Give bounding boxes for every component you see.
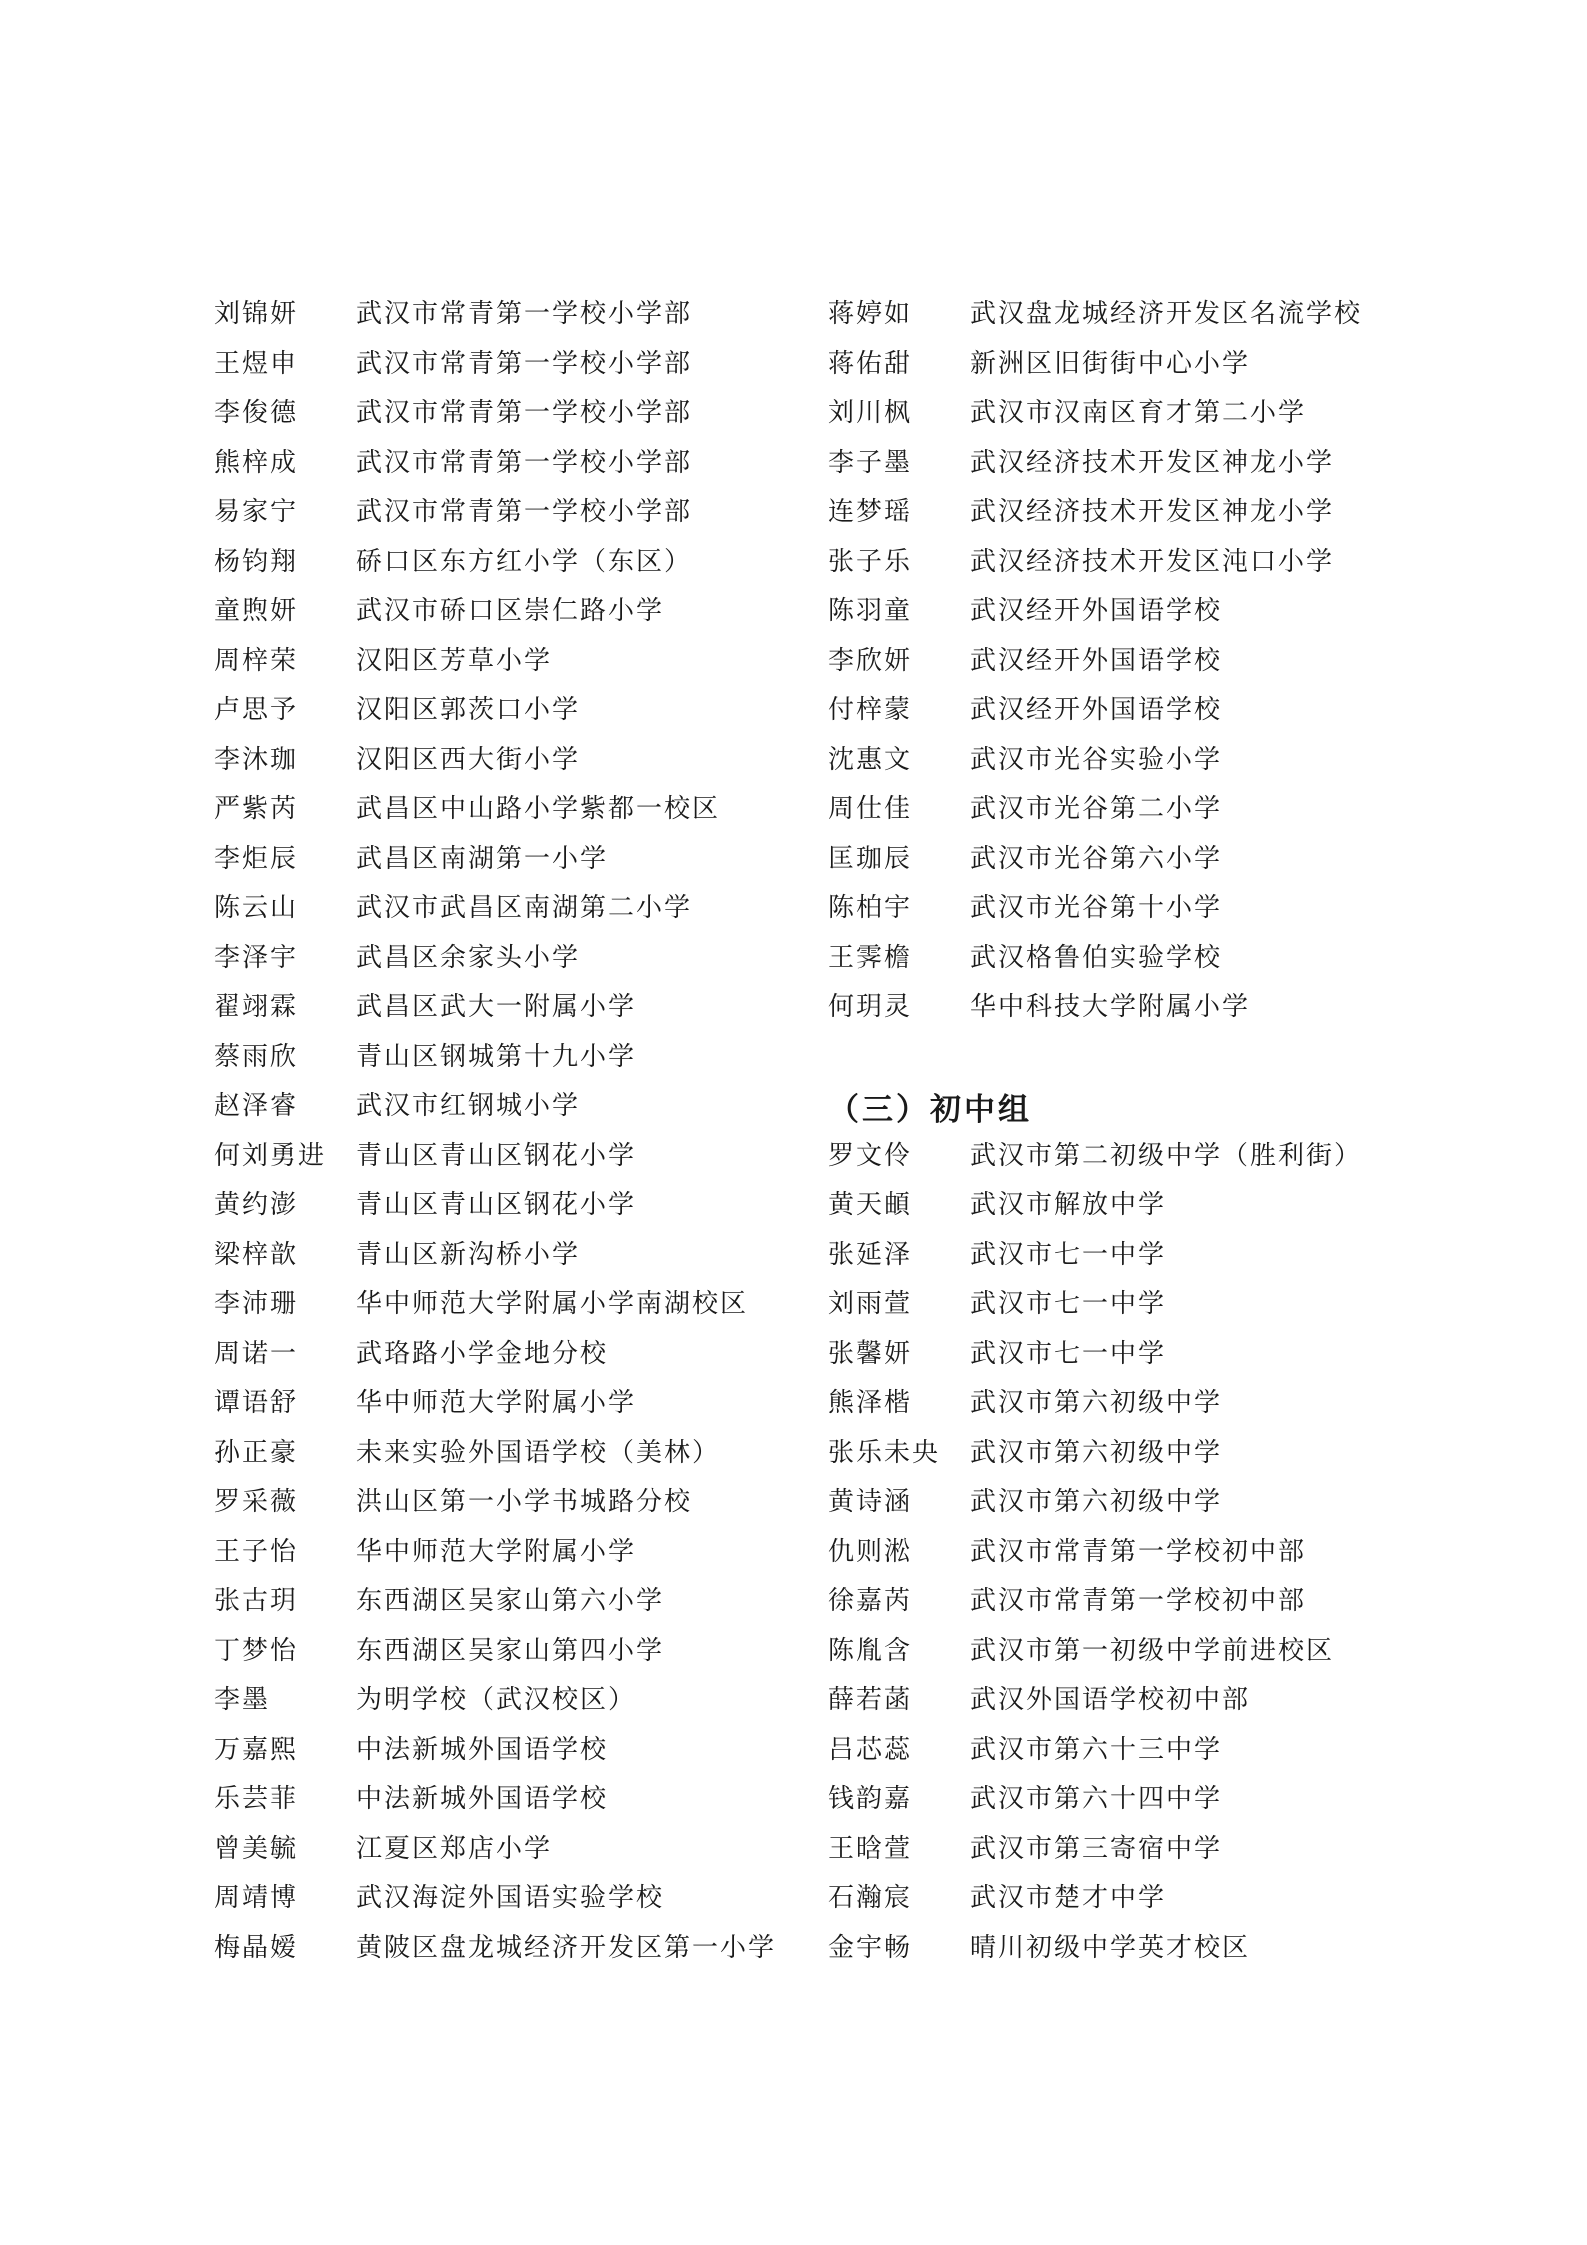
student-name: 易家宁 bbox=[214, 497, 299, 528]
list-item bbox=[828, 782, 1448, 832]
school-name: 武汉市解放中学 bbox=[970, 1190, 1167, 1221]
list-item bbox=[828, 1822, 1448, 1872]
school-name: 武汉海淀外国语实验学校 bbox=[356, 1883, 665, 1914]
school-name: 武汉市七一中学 bbox=[970, 1239, 1167, 1270]
student-name: 罗采薇 bbox=[214, 1487, 299, 1518]
list-item bbox=[214, 881, 814, 931]
list-item bbox=[214, 1079, 814, 1129]
school-name: 硚口区东方红小学（东区） bbox=[356, 546, 693, 577]
school-name: 武汉市光谷实验小学 bbox=[970, 744, 1223, 775]
school-name: 武汉经开外国语学校 bbox=[970, 645, 1223, 676]
school-name: 武汉市光谷第六小学 bbox=[970, 843, 1223, 874]
school-name: 武汉市常青第一学校小学部 bbox=[356, 348, 693, 379]
list-item bbox=[828, 337, 1448, 387]
list-item bbox=[828, 287, 1448, 337]
list-item bbox=[828, 832, 1448, 882]
student-name: 陈云山 bbox=[214, 893, 299, 924]
student-name: 翟翊霖 bbox=[214, 992, 299, 1023]
student-name: 周仕佳 bbox=[828, 794, 913, 825]
student-name: 刘锦妍 bbox=[214, 299, 299, 330]
school-name: 华中科技大学附属小学 bbox=[970, 992, 1251, 1023]
list-item bbox=[828, 1327, 1448, 1377]
list-item bbox=[828, 1574, 1448, 1624]
list-item bbox=[214, 1376, 814, 1426]
school-name: 武昌区南湖第一小学 bbox=[356, 843, 609, 874]
right-column-bottom-list bbox=[828, 1129, 1448, 1971]
school-name: 武汉市七一中学 bbox=[970, 1289, 1167, 1320]
list-item bbox=[828, 1673, 1448, 1723]
list-item bbox=[214, 1772, 814, 1822]
student-name: 李沐珈 bbox=[214, 744, 299, 775]
school-name: 华中师范大学附属小学 bbox=[356, 1388, 637, 1419]
student-name: 李沛珊 bbox=[214, 1289, 299, 1320]
student-name: 李炬辰 bbox=[214, 843, 299, 874]
student-name: 连梦瑶 bbox=[828, 497, 913, 528]
school-name: 武汉市红钢城小学 bbox=[356, 1091, 581, 1122]
school-name: 为明学校（武汉校区） bbox=[356, 1685, 637, 1716]
list-item bbox=[828, 1426, 1448, 1476]
student-name: 何玥灵 bbox=[828, 992, 913, 1023]
school-name: 武汉格鲁伯实验学校 bbox=[970, 942, 1223, 973]
school-name: 武昌区余家头小学 bbox=[356, 942, 581, 973]
student-name: 严紫芮 bbox=[214, 794, 299, 825]
school-name: 黄陂区盘龙城经济开发区第一小学 bbox=[356, 1932, 777, 1963]
left-column bbox=[214, 287, 814, 1970]
school-name: 汉阳区西大街小学 bbox=[356, 744, 581, 775]
school-name: 汉阳区芳草小学 bbox=[356, 645, 553, 676]
list-item bbox=[214, 1426, 814, 1476]
student-name: 童煦妍 bbox=[214, 596, 299, 627]
student-name: 陈胤含 bbox=[828, 1635, 913, 1666]
list-item bbox=[214, 733, 814, 783]
student-name: 刘雨萱 bbox=[828, 1289, 913, 1320]
student-name: 李子墨 bbox=[828, 447, 913, 478]
school-name: 武汉市常青第一学校小学部 bbox=[356, 447, 693, 478]
list-item bbox=[214, 386, 814, 436]
student-name: 罗文伶 bbox=[828, 1140, 913, 1171]
student-name: 谭语舒 bbox=[214, 1388, 299, 1419]
school-name: 武汉市汉南区育才第二小学 bbox=[970, 398, 1307, 429]
student-name: 李泽宇 bbox=[214, 942, 299, 973]
school-name: 武汉市第三寄宿中学 bbox=[970, 1833, 1223, 1864]
list-item bbox=[828, 535, 1448, 585]
list-item bbox=[214, 1673, 814, 1723]
list-item bbox=[828, 1921, 1448, 1971]
section-gap bbox=[828, 1030, 1448, 1080]
student-name: 杨钧翔 bbox=[214, 546, 299, 577]
school-name: 武汉市第一初级中学前进校区 bbox=[970, 1635, 1335, 1666]
list-item bbox=[828, 386, 1448, 436]
list-item bbox=[214, 1921, 814, 1971]
school-name: 武汉盘龙城经济开发区名流学校 bbox=[970, 299, 1363, 330]
right-column-top-list bbox=[828, 287, 1448, 1030]
list-item bbox=[214, 1327, 814, 1377]
student-name: 匡珈辰 bbox=[828, 843, 913, 874]
student-name: 万嘉熙 bbox=[214, 1734, 299, 1765]
student-name: 曾美毓 bbox=[214, 1833, 299, 1864]
student-name: 徐嘉芮 bbox=[828, 1586, 913, 1617]
student-name: 刘川枫 bbox=[828, 398, 913, 429]
student-name: 陈羽童 bbox=[828, 596, 913, 627]
school-name: 华中师范大学附属小学南湖校区 bbox=[356, 1289, 749, 1320]
list-item bbox=[214, 1475, 814, 1525]
student-name: 周靖博 bbox=[214, 1883, 299, 1914]
school-name: 武汉经济技术开发区神龙小学 bbox=[970, 447, 1335, 478]
school-name: 青山区青山区钢花小学 bbox=[356, 1190, 637, 1221]
list-item bbox=[828, 634, 1448, 684]
student-name: 梅晶嫒 bbox=[214, 1932, 299, 1963]
student-name: 付梓蒙 bbox=[828, 695, 913, 726]
student-name: 蒋佑甜 bbox=[828, 348, 913, 379]
school-name: 武汉市七一中学 bbox=[970, 1338, 1167, 1369]
student-name: 石瀚宸 bbox=[828, 1883, 913, 1914]
school-name: 武汉市常青第一学校小学部 bbox=[356, 398, 693, 429]
list-item bbox=[214, 584, 814, 634]
student-name: 仇则淞 bbox=[828, 1536, 913, 1567]
student-name: 金宇畅 bbox=[828, 1932, 913, 1963]
school-name: 武汉市常青第一学校初中部 bbox=[970, 1586, 1307, 1617]
school-name: 武昌区中山路小学紫都一校区 bbox=[356, 794, 721, 825]
school-name: 武汉市光谷第十小学 bbox=[970, 893, 1223, 924]
list-item bbox=[828, 1871, 1448, 1921]
school-name: 武汉市常青第一学校小学部 bbox=[356, 299, 693, 330]
student-name: 王子怡 bbox=[214, 1536, 299, 1567]
school-name: 武汉市第六初级中学 bbox=[970, 1388, 1223, 1419]
school-name: 武汉经开外国语学校 bbox=[970, 695, 1223, 726]
student-name: 王煜申 bbox=[214, 348, 299, 379]
student-name: 梁梓歆 bbox=[214, 1239, 299, 1270]
section-heading: （三）初中组 bbox=[828, 1091, 1032, 1128]
school-name: 中法新城外国语学校 bbox=[356, 1784, 609, 1815]
list-item bbox=[828, 881, 1448, 931]
student-name: 丁梦怡 bbox=[214, 1635, 299, 1666]
student-name: 熊泽楷 bbox=[828, 1388, 913, 1419]
school-name: 青山区钢城第十九小学 bbox=[356, 1041, 637, 1072]
list-item bbox=[214, 1574, 814, 1624]
student-name: 沈惠文 bbox=[828, 744, 913, 775]
student-name: 蔡雨欣 bbox=[214, 1041, 299, 1072]
list-item bbox=[214, 980, 814, 1030]
student-name: 王晗萱 bbox=[828, 1833, 913, 1864]
list-item bbox=[214, 1228, 814, 1278]
list-item bbox=[214, 485, 814, 535]
student-name: 李欣妍 bbox=[828, 645, 913, 676]
list-item bbox=[214, 337, 814, 387]
list-item bbox=[828, 1376, 1448, 1426]
list-item bbox=[214, 782, 814, 832]
list-item bbox=[214, 287, 814, 337]
school-name: 武汉市第六十四中学 bbox=[970, 1784, 1223, 1815]
school-name: 华中师范大学附属小学 bbox=[356, 1536, 637, 1567]
list-item bbox=[214, 1030, 814, 1080]
school-name: 武汉经济技术开发区神龙小学 bbox=[970, 497, 1335, 528]
school-name: 中法新城外国语学校 bbox=[356, 1734, 609, 1765]
school-name: 洪山区第一小学书城路分校 bbox=[356, 1487, 693, 1518]
list-item bbox=[828, 1228, 1448, 1278]
student-name: 何刘勇进 bbox=[214, 1140, 327, 1171]
school-name: 武汉市武昌区南湖第二小学 bbox=[356, 893, 693, 924]
student-name: 陈柏宇 bbox=[828, 893, 913, 924]
list-item bbox=[214, 1871, 814, 1921]
list-item bbox=[828, 584, 1448, 634]
student-name: 卢思予 bbox=[214, 695, 299, 726]
list-item bbox=[828, 1475, 1448, 1525]
school-name: 晴川初级中学英才校区 bbox=[970, 1932, 1251, 1963]
student-name: 赵泽睿 bbox=[214, 1091, 299, 1122]
list-item bbox=[828, 1178, 1448, 1228]
student-name: 张乐未央 bbox=[828, 1437, 941, 1468]
school-name: 武汉外国语学校初中部 bbox=[970, 1685, 1251, 1716]
student-name: 张延泽 bbox=[828, 1239, 913, 1270]
list-item bbox=[214, 1822, 814, 1872]
list-item bbox=[828, 980, 1448, 1030]
school-name: 武珞路小学金地分校 bbox=[356, 1338, 609, 1369]
school-name: 武汉市第六初级中学 bbox=[970, 1487, 1223, 1518]
student-name: 李墨 bbox=[214, 1685, 271, 1716]
list-item bbox=[214, 1277, 814, 1327]
list-item bbox=[214, 634, 814, 684]
list-item bbox=[828, 1772, 1448, 1822]
school-name: 武汉经开外国语学校 bbox=[970, 596, 1223, 627]
list-item bbox=[828, 683, 1448, 733]
school-name: 武汉市第二初级中学（胜利街） bbox=[970, 1140, 1363, 1171]
student-name: 周梓荣 bbox=[214, 645, 299, 676]
student-name: 熊梓成 bbox=[214, 447, 299, 478]
list-item bbox=[828, 485, 1448, 535]
list-item bbox=[214, 436, 814, 486]
list-item bbox=[828, 1129, 1448, 1179]
list-item bbox=[214, 1525, 814, 1575]
school-name: 东西湖区吴家山第四小学 bbox=[356, 1635, 665, 1666]
list-item bbox=[828, 1723, 1448, 1773]
student-name: 薛若菡 bbox=[828, 1685, 913, 1716]
student-name: 黄约澎 bbox=[214, 1190, 299, 1221]
school-name: 武汉市常青第一学校初中部 bbox=[970, 1536, 1307, 1567]
school-name: 武汉市第六十三中学 bbox=[970, 1734, 1223, 1765]
list-item bbox=[214, 683, 814, 733]
school-name: 江夏区郑店小学 bbox=[356, 1833, 553, 1864]
list-item bbox=[214, 931, 814, 981]
school-name: 武汉市光谷第二小学 bbox=[970, 794, 1223, 825]
student-name: 钱韵嘉 bbox=[828, 1784, 913, 1815]
school-name: 武汉市第六初级中学 bbox=[970, 1437, 1223, 1468]
student-name: 乐芸菲 bbox=[214, 1784, 299, 1815]
list-item bbox=[214, 1723, 814, 1773]
student-name: 张子乐 bbox=[828, 546, 913, 577]
list-item bbox=[214, 1129, 814, 1179]
list-item bbox=[828, 931, 1448, 981]
school-name: 青山区青山区钢花小学 bbox=[356, 1140, 637, 1171]
school-name: 武汉市常青第一学校小学部 bbox=[356, 497, 693, 528]
student-name: 黄诗涵 bbox=[828, 1487, 913, 1518]
student-name: 李俊德 bbox=[214, 398, 299, 429]
list-item bbox=[214, 535, 814, 585]
list-item bbox=[828, 1277, 1448, 1327]
school-name: 未来实验外国语学校（美林） bbox=[356, 1437, 721, 1468]
school-name: 武昌区武大一附属小学 bbox=[356, 992, 637, 1023]
school-name: 汉阳区郭茨口小学 bbox=[356, 695, 581, 726]
student-name: 蒋婷如 bbox=[828, 299, 913, 330]
school-name: 武汉市硚口区崇仁路小学 bbox=[356, 596, 665, 627]
student-name: 吕芯蕊 bbox=[828, 1734, 913, 1765]
student-name: 黄天頔 bbox=[828, 1190, 913, 1221]
student-name: 张古玥 bbox=[214, 1586, 299, 1617]
student-name: 王霁檐 bbox=[828, 942, 913, 973]
list-item bbox=[214, 832, 814, 882]
right-column bbox=[828, 287, 1448, 1970]
list-item bbox=[828, 1525, 1448, 1575]
list-item bbox=[214, 1178, 814, 1228]
school-name: 青山区新沟桥小学 bbox=[356, 1239, 581, 1270]
school-name: 新洲区旧街街中心小学 bbox=[970, 348, 1251, 379]
list-item bbox=[828, 436, 1448, 486]
student-name: 张馨妍 bbox=[828, 1338, 913, 1369]
school-name: 武汉市楚才中学 bbox=[970, 1883, 1167, 1914]
list-item bbox=[214, 1624, 814, 1674]
student-name: 孙正豪 bbox=[214, 1437, 299, 1468]
student-name: 周诺一 bbox=[214, 1338, 299, 1369]
list-item bbox=[828, 733, 1448, 783]
list-item bbox=[828, 1624, 1448, 1674]
school-name: 东西湖区吴家山第六小学 bbox=[356, 1586, 665, 1617]
school-name: 武汉经济技术开发区沌口小学 bbox=[970, 546, 1335, 577]
